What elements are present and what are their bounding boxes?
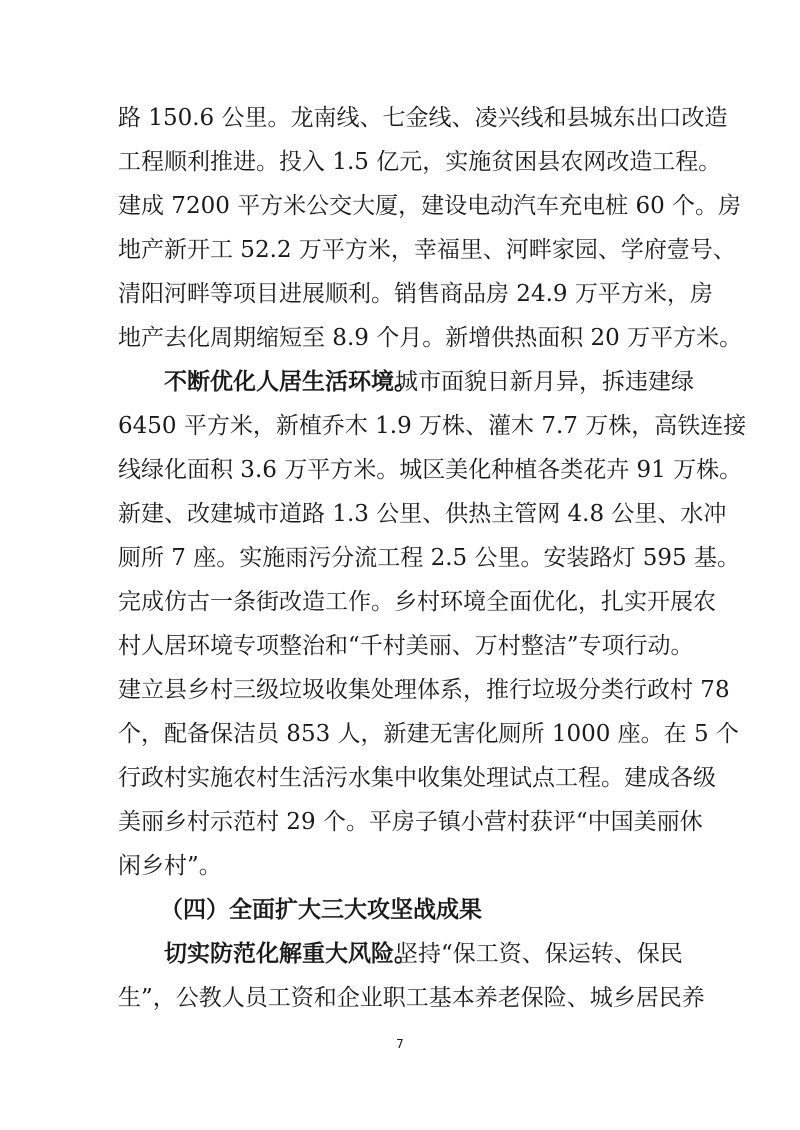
text-line-content: 路 150.6 公里。龙南线、七金线、凌兴线和县城东出口改造	[118, 105, 728, 131]
text-line-content: 建成 7200 平方米公交大厦，建设电动汽车充电桩 60 个。房	[118, 193, 742, 219]
text-line-content: 城市面貌日新月异，拆违建绿	[395, 369, 694, 395]
text-line	[0, 228, 800, 272]
text-line	[0, 96, 800, 140]
text-line	[0, 272, 800, 316]
text-line-content: 新建、改建城市道路 1.3 公里、供热主管网 4.8 公里、水冲	[118, 501, 727, 527]
text-line	[0, 668, 800, 712]
text-line-content: 完成仿古一条街改造工作。乡村环境全面优化，扎实开展农	[118, 589, 716, 615]
text-line	[0, 756, 800, 800]
text-line	[0, 448, 800, 492]
text-line-content: 建立县乡村三级垃圾收集处理体系，推行垃圾分类行政村 78	[118, 677, 730, 703]
section-heading-line	[0, 888, 800, 932]
text-line-content: 线绿化面积 3.6 万平方米。城区美化种植各类花卉 91 万株。	[118, 457, 743, 483]
text-line	[0, 712, 800, 756]
text-line-content: 厕所 7 座。实施雨污分流工程 2.5 公里。安装路灯 595 基。	[118, 545, 740, 571]
text-line	[0, 800, 800, 844]
text-line-content: 地产去化周期缩短至 8.9 个月。新增供热面积 20 万平方米。	[118, 325, 743, 351]
text-line-content: 工程顺利推进。投入 1.5 亿元，实施贫困县农网改造工程。	[118, 149, 722, 175]
text-line	[0, 492, 800, 536]
text-line	[0, 580, 800, 624]
text-line-content: 坚持“保工资、保运转、保民	[395, 941, 683, 967]
text-line-content: 闲乡村”。	[118, 853, 222, 879]
text-line	[0, 624, 800, 668]
paragraph-first-line	[0, 360, 800, 404]
text-line	[0, 536, 800, 580]
text-line-content: 村人居环境专项整治和“千村美丽、万村整洁”专项行动。	[118, 633, 694, 659]
text-line-content: 美丽乡村示范村 29 个。平房子镇小营村获评“中国美丽休	[118, 809, 703, 835]
text-line	[0, 184, 800, 228]
page-number: 7	[396, 1037, 404, 1051]
section-heading: （四）全面扩大三大攻坚战成果	[160, 897, 482, 923]
text-line	[0, 844, 800, 888]
text-line-content: 地产新开工 52.2 万平方米，幸福里、河畔家园、学府壹号、	[118, 237, 736, 263]
text-line	[0, 404, 800, 448]
text-line	[0, 140, 800, 184]
paragraph-heading: 不断优化人居生活环境。	[164, 369, 417, 395]
paragraph-heading: 切实防范化解重大风险。	[164, 941, 417, 967]
text-line	[0, 976, 800, 1020]
text-line-content: 清阳河畔等项目进展顺利。销售商品房 24.9 万平方米，房	[118, 281, 713, 307]
text-line-content: 6450 平方米，新植乔木 1.9 万株、灌木 7.7 万株，高铁连接	[118, 413, 747, 439]
text-line-content: 行政村实施农村生活污水集中收集处理试点工程。建成各级	[118, 765, 716, 791]
text-line	[0, 316, 800, 360]
text-line-content: 生”，公教人员工资和企业职工基本养老保险、城乡居民养	[118, 985, 705, 1011]
paragraph-first-line	[0, 932, 800, 976]
text-line-content: 个，配备保洁员 853 人，新建无害化厕所 1000 座。在 5 个	[118, 721, 739, 747]
